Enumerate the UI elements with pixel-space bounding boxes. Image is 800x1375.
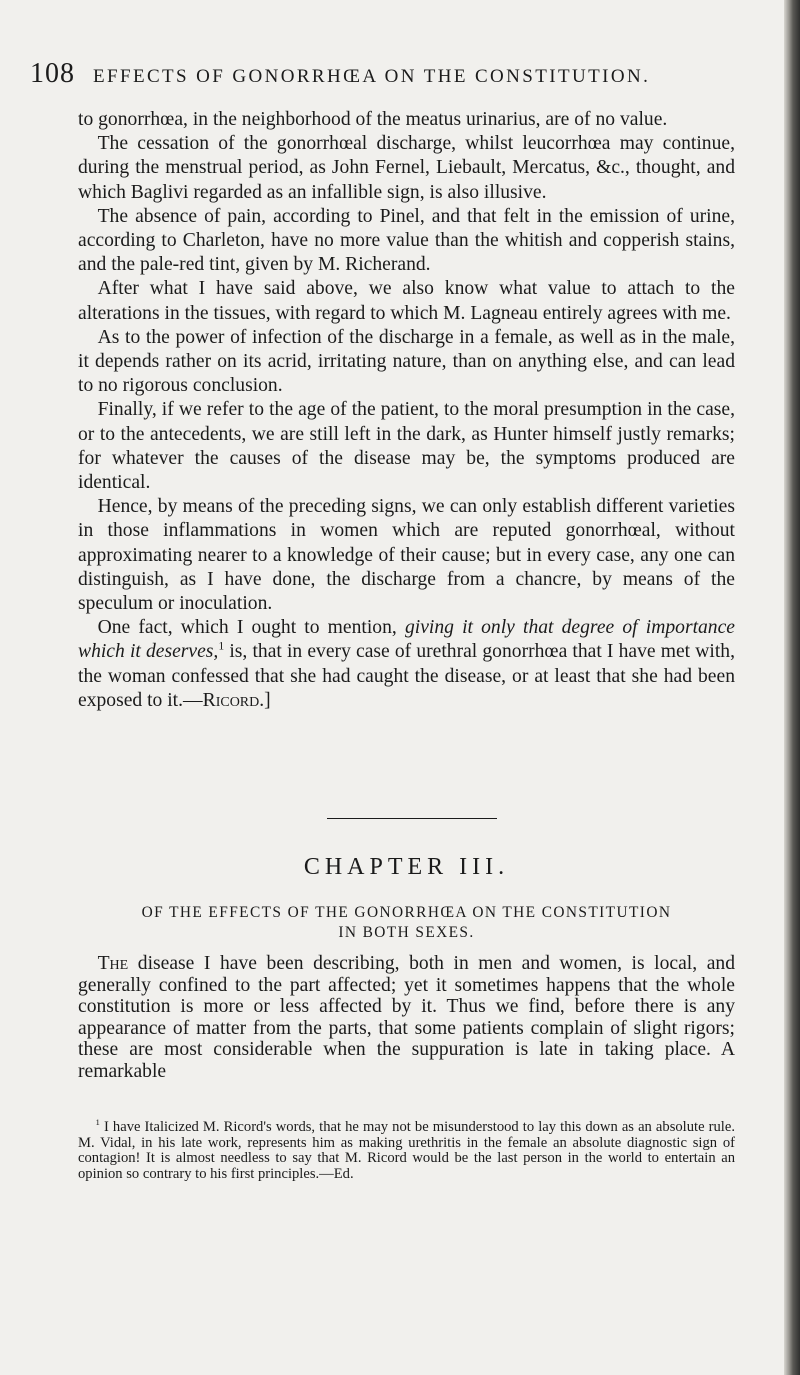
running-title: EFFECTS OF GONORRHŒA ON THE CONSTITUTION. bbox=[93, 66, 651, 87]
paragraph-1: to gonorrhœa, in the neighborhood of the meatus urinarius, are of no value. bbox=[78, 109, 668, 130]
paragraph-2: The cessation of the gonorrhœal discharge, whilst leucorrhœa may continue, during the menstrual period, as John Fernel, Liebault, Mercatus, &c., thought, and which Baglivi regarded as an infallible sign, is also illusive. bbox=[78, 133, 735, 203]
paragraph-7: Hence, by means of the preceding signs, we can only establish different varieties in those inflammations in women which are reputed gonorrhœal, without approximating nearer to a knowledge of their cause; but in every case, any one can distinguish, as I have done, the discharge from a chancre, by means of the speculum or inoculation. bbox=[78, 496, 735, 615]
footnote-text: I have Italicized M. Ricord's words, that he may not be misunderstood to lay this down as an absolute rule. M. Vidal, in his late work, represents him as making urethritis in the female an absolute diagnostic sign of contagion! It is almost needless to say that M. Ricord would be the last person in the world to entertain an opinion so contrary to his first principles.—Ed. bbox=[78, 1119, 735, 1182]
paragraph-3: The absence of pain, according to Pinel, and that felt in the emission of urine, according to Charleton, have no more value than the whitish and copperish stains, and the pale-red tint, given by M. Richerand. bbox=[78, 205, 735, 276]
paragraph-4: After what I have said above, we also know what value to attach to the alterations in the tissues, with regard to which M. Lagneau entirely agrees with me. bbox=[78, 278, 735, 324]
chapter-subtitle bbox=[78, 903, 735, 943]
paragraph-8 bbox=[78, 616, 735, 713]
paragraph-8-text-before: One fact, which I ought to mention, bbox=[97, 617, 405, 639]
page-number: 108 bbox=[30, 58, 75, 89]
paragraph-6: Finally, if we refer to the age of the patient, to the moral presumption in the case, or to the antecedents, we are still left in the dark, as Hunter himself justly remarks; for whatever the causes of the disease may be, the symptoms produced are identical. bbox=[78, 399, 735, 494]
chapter-subtitle-line-2: IN BOTH SEXES. bbox=[338, 924, 475, 941]
chapter-heading: CHAPTER III. bbox=[303, 854, 510, 880]
footnote bbox=[78, 1117, 735, 1182]
italic-passage: giving it only that degree of importance which it deserves, bbox=[78, 617, 735, 663]
chapter-text bbox=[78, 953, 735, 1082]
chapter-paragraph-text: disease I have been describing, both in men and women, is local, and generally confined to the part affected; yet it sometimes happens that the whole constitution is more or less affected by it. Thus we find, before there is any appearance of matter from the parts, that some patients complain of slight rigors; these are most considerable when the suppuration is late in taking place. A remarkable bbox=[78, 953, 735, 1082]
page-edge-shadow bbox=[784, 0, 800, 1375]
section-divider bbox=[327, 818, 497, 819]
attribution: Ricord bbox=[202, 689, 260, 711]
footnote-mark: 1 bbox=[95, 1117, 100, 1128]
body-text bbox=[78, 108, 735, 713]
footnote-reference: 1 bbox=[218, 639, 225, 653]
opening-word: The bbox=[97, 953, 129, 974]
chapter-subtitle-line-1: OF THE EFFECTS OF THE GONORRHŒA ON THE CONSTITUTION bbox=[141, 904, 672, 921]
footnote-paragraph bbox=[78, 1117, 735, 1182]
paragraph-5: As to the power of infection of the discharge in a female, as well as in the male, it depends rather on its acrid, irritating nature, than on anything else, and can lead to no rigorous conclusion. bbox=[78, 326, 735, 397]
chapter-paragraph bbox=[78, 953, 735, 1082]
paragraph-8-closing: .] bbox=[259, 689, 271, 711]
paragraph-8-text-after: is, that in every case of urethral gonorrhœa that I have met with, the woman confessed that she had caught the disease, or at least that she had been exposed to it.— bbox=[78, 641, 735, 711]
running-header bbox=[30, 58, 770, 88]
